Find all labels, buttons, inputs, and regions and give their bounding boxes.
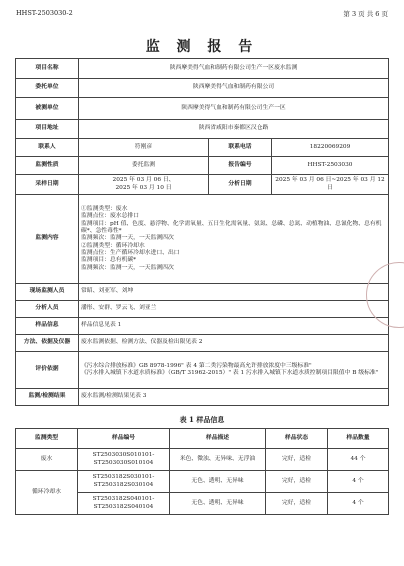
label-analysts: 分析人员 (16, 301, 79, 318)
label-monitor-type: 监测性质 (16, 157, 79, 175)
label-sample-info: 样品信息 (16, 318, 79, 335)
label-contact: 联系人 (16, 139, 79, 157)
label-client: 委托单位 (16, 79, 79, 98)
label-results: 监测/检测结果 (16, 389, 79, 406)
header-code: 样品编号 (78, 429, 170, 449)
sampling-date: 2025 年 03 月 06 日、 2025 年 03 月 10 日 (79, 175, 209, 195)
methods: 废水监测依据、检测方法、仪器及检出限见表 2 (79, 335, 389, 352)
report-no: HHST-2503030 (272, 157, 389, 175)
row-code: ST2503030S010101- ST2503030S010104 (78, 449, 170, 471)
header-qty: 样品数量 (328, 429, 389, 449)
contact: 符刚彦 (79, 139, 209, 157)
row-desc: 米色、微浊、无异味、无浮油 (170, 449, 266, 471)
phone: 18220069209 (272, 139, 389, 157)
row-type: 废水 (16, 449, 78, 471)
row-qty: 44 个 (328, 449, 389, 471)
row-qty: 4 个 (328, 471, 389, 493)
analysts: 潘彤、安群、罗云飞、刘亚兰 (79, 301, 389, 318)
project-name: 陕西摩美得气血和制药有限公司生产一区废水监测 (79, 59, 389, 79)
page-header (16, 9, 388, 21)
monitor-content: ①监测类型：废水 监测点位：废水总排口 监测项目：pH 值、色度、悬浮物、化学需氧量、五日生化需氧量、氨氮、总磷、总氮、动植物油、总氰化物、总有机碳*、急性毒性* 监测频次：监测一天，一天监测四次 ②监测类型：循环冷却水 监测点位：生产循环冷却水进口、出口 监测项目：总有机碳* 监测频次：监测一天，一天监测四次 (79, 195, 389, 284)
label-monitor-content: 监测内容 (16, 195, 79, 284)
label-evaluation: 评价依据 (16, 352, 79, 389)
analysis-date: 2025 年 03 月 06 日~2025 年 03 月 12 日 (272, 175, 389, 195)
field-staff: 常昭、刘亚军、刘坤 (79, 284, 389, 301)
row-qty: 4 个 (328, 493, 389, 515)
client: 陕西摩美得气血和制药有限公司 (79, 79, 389, 98)
label-phone: 联系电话 (209, 139, 272, 157)
row-status: 完好，适检 (266, 493, 328, 515)
header-status: 样品状态 (266, 429, 328, 449)
label-field-staff: 现场监测人员 (16, 284, 79, 301)
table-row (16, 471, 389, 493)
row-type: 循环冷却水 (16, 471, 78, 515)
sample-info: 样品信息见表 1 (79, 318, 389, 335)
label-address: 项目地址 (16, 120, 79, 139)
header-desc: 样品描述 (170, 429, 266, 449)
label-report-no: 报告编号 (209, 157, 272, 175)
row-desc: 无色、透明、无异味 (170, 493, 266, 515)
label-monitored-unit: 被测单位 (16, 98, 79, 120)
row-status: 完好，适检 (266, 449, 328, 471)
header-type: 监测类型 (16, 429, 78, 449)
row-status: 完好，适检 (266, 471, 328, 493)
page-title: 监 测 报 告 (145, 39, 259, 55)
label-project-name: 项目名称 (16, 59, 79, 79)
info-table (15, 58, 389, 406)
row-code: ST2503182S040101- ST2503182S040104 (78, 493, 170, 515)
label-methods: 方法、依据及仪器 (16, 335, 79, 352)
label-analysis-date: 分析日期 (209, 175, 272, 195)
evaluation: 《污水综合排放标准》GB 8978-1996" 表 4 第二类污染物最高允许排放浓度中三级标准" 《污水排入城镇下水道水质标准》（GB/T 31962-2015）" 表 1 污水排入城镇下水道水质控制项目限值中 B 级标准" (79, 352, 389, 389)
address: 陕西省咸阳市秦都区汉仓路 (79, 120, 389, 139)
monitored-unit: 陕西摩美得气血和制药有限公司生产一区 (79, 98, 389, 120)
results: 废水监测/检测结果见表 3 (79, 389, 389, 406)
report-number: HHST-2503030-2 (16, 9, 73, 17)
table-row (16, 449, 389, 471)
page-number: 第 3 页 共 6 页 (343, 10, 388, 18)
monitor-type: 委托监测 (79, 157, 209, 175)
sample-table (15, 428, 389, 515)
row-desc: 无色、透明、无异味 (170, 471, 266, 493)
table1-caption: 表 1 样品信息 (179, 415, 225, 424)
row-code: ST2503182S030101- ST2503182S030104 (78, 471, 170, 493)
label-sampling-date: 采样日期 (16, 175, 79, 195)
